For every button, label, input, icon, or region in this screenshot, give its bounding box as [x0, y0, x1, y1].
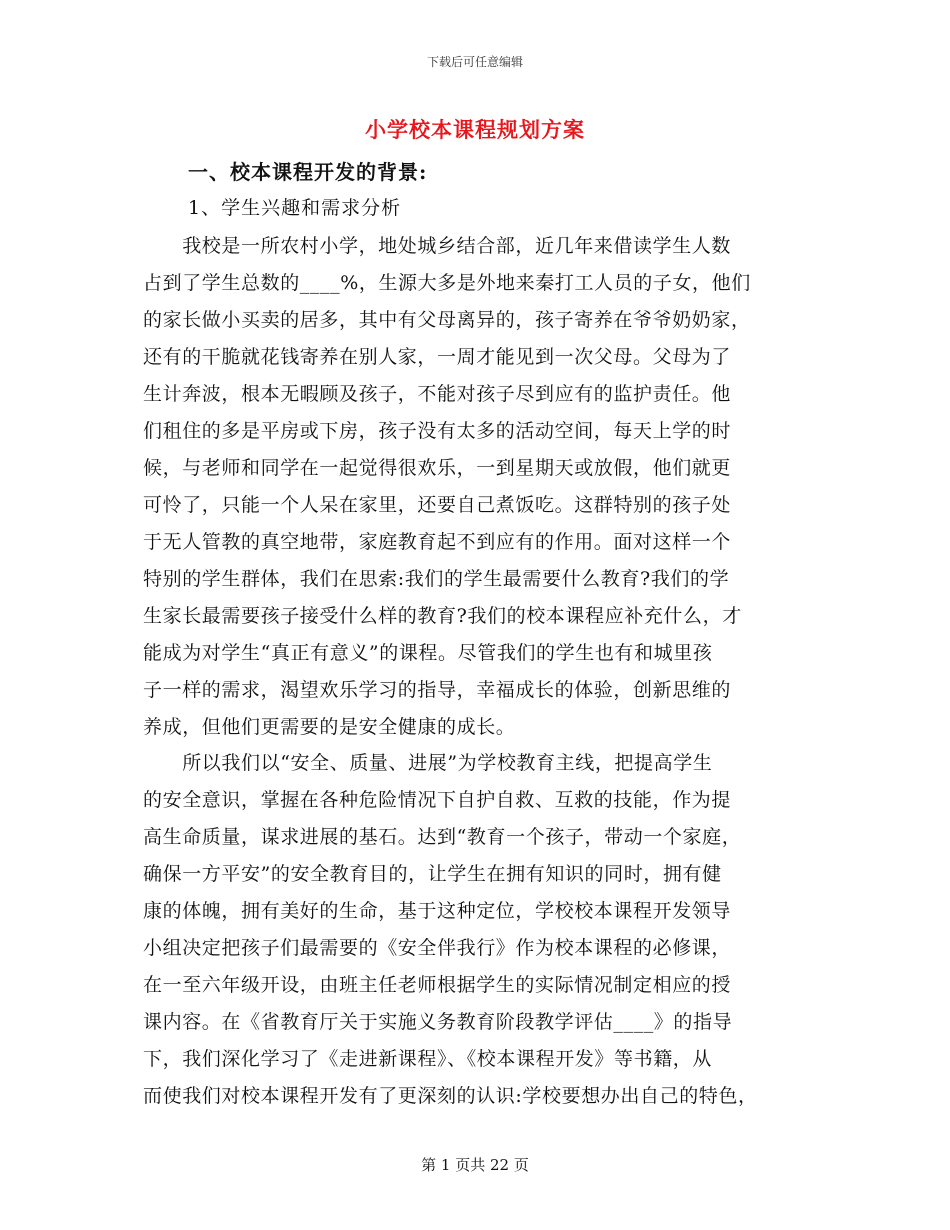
text-line: 的家长做小买卖的居多，其中有父母离异的，孩子寄养在爷爷奶奶家，: [143, 309, 751, 331]
text-line: 们租住的多是平房或下房，孩子没有太多的活动空间，每天上学的时: [143, 420, 732, 442]
text-line: 所以我们以“安全、质量、进展”为学校教育主线，把提高学生: [143, 752, 713, 774]
text-line: 还有的干脆就花钱寄养在别人家，一周才能见到一次父母。父母为了: [143, 346, 732, 368]
section-heading: 一、校本课程开发的背景:: [188, 160, 428, 184]
subheading: 1、学生兴趣和需求分析: [188, 197, 402, 219]
text-line: 康的体魄，拥有美好的生命，基于这种定位，学校校本课程开发领导: [143, 900, 732, 922]
paragraph-2: [143, 745, 811, 1115]
text-line: 候，与老师和同学在一起觉得很欢乐，一到星期天或放假，他们就更: [143, 457, 732, 479]
text-line: 能成为对学生“真正有意义”的课程。尽管我们的学生也有和城里孩: [143, 642, 713, 664]
text-line: 高生命质量，谋求进展的基石。达到“教育一个孩子，带动一个家庭，: [143, 826, 742, 848]
text-line: 养成，但他们更需要的是安全健康的成长。: [143, 716, 516, 738]
text-line: 生计奔波，根本无暇顾及孩子，不能对孩子尽到应有的监护责任。他: [143, 383, 732, 405]
text-line: 我校是一所农村小学，地处城乡结合部，近几年来借读学生人数: [143, 235, 732, 257]
document-title: 小学校本课程规划方案: [365, 117, 585, 142]
text-line: 的安全意识，掌握在各种危险情况下自护自救、互救的技能，作为提: [143, 789, 732, 811]
page-footer: 第 1 页共 22 页: [421, 1156, 529, 1174]
text-line: 占到了学生总数的____%，生源大多是外地来秦打工人员的子女，他们: [143, 272, 751, 294]
page-header: 下载后可任意编辑: [426, 55, 523, 69]
text-line: 在一至六年级开设，由班主任老师根据学生的实际情况制定相应的授: [143, 974, 732, 996]
text-line: 小组决定把孩子们最需要的《安全伴我行》作为校本课程的必修课，: [143, 937, 732, 959]
text-line: 可怜了，只能一个人呆在家里，还要自己煮饭吃。这群特别的孩子处: [143, 494, 732, 516]
text-line: 而使我们对校本课程开发有了更深刻的认识:学校要想办出自己的特色，: [143, 1085, 758, 1107]
text-line: 于无人管教的真空地带，家庭教育起不到应有的作用。面对这样一个: [143, 531, 732, 553]
text-line: 生家长最需要孩子接受什么样的教育?我们的校本课程应补充什么，才: [143, 605, 742, 627]
text-line: 下，我们深化学习了《走进新课程》、《校本课程开发》等书籍，从: [143, 1048, 713, 1070]
text-line: 课内容。在《省教育厅关于实施义务教育阶段教学评估____》的指导: [143, 1011, 733, 1033]
text-line: 子一样的需求，渴望欢乐学习的指导，幸福成长的体验，创新思维的: [143, 679, 732, 701]
text-line: 特别的学生群体，我们在思索:我们的学生最需要什么教育?我们的学: [143, 568, 730, 590]
text-line: 确保一方平安”的安全教育目的，让学生在拥有知识的同时，拥有健: [143, 863, 722, 885]
paragraph-1: [143, 228, 811, 746]
